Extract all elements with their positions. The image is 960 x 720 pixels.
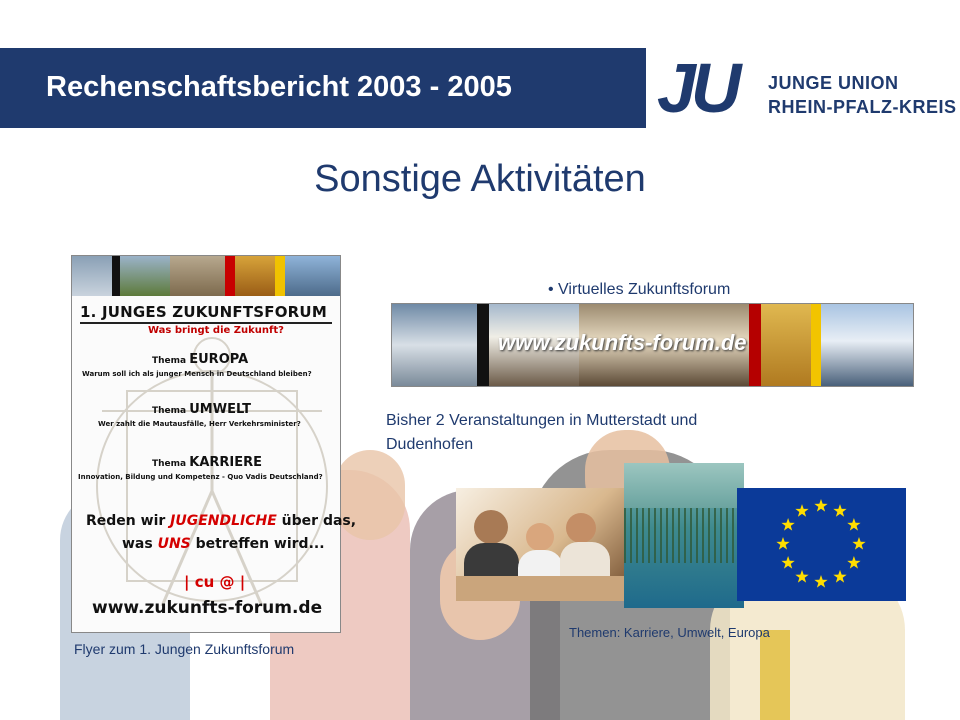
flyer-theme-karriere-question: Innovation, Bildung und Kompetenz - Quo Vadis Deutschland? [78,473,323,481]
europe-flag [737,488,906,601]
flyer-theme-umwelt-question: Wer zahlt die Mautausfälle, Herr Verkehrsminister? [98,420,301,428]
star-icon [814,575,827,588]
star-icon [795,504,808,517]
environment-lake-photo [624,463,744,608]
flyer-theme-karriere: Thema KARRIERE [152,455,263,470]
star-icon [852,537,865,550]
slide-title: Sonstige Aktivitäten [314,158,646,200]
header-title: Rechenschaftsbericht 2003 - 2005 [46,71,512,103]
virtual-forum-bullet: • Virtuelles Zukunftsforum [548,281,731,298]
eu-flag-icon [737,488,906,601]
themes-caption: Themen: Karriere, Umwelt, Europa [569,625,770,640]
flyer-theme-europa: Thema EUROPA [152,352,249,367]
star-icon [833,504,846,517]
flyer-url: www.zukunfts-forum.de [92,598,323,618]
flyer-subheading: Was bringt die Zukunft? [148,325,284,336]
flyer-call-line2: was UNS betreffen wird... [122,536,325,552]
flyer-call-line1: Reden wir JUGENDLICHE über das, [86,513,357,529]
flyer-photo-banner [72,256,340,296]
logo-text-line1: JUNGE UNION [768,73,899,93]
star-icon [781,556,794,569]
ju-logo: JU [657,49,737,127]
star-icon [776,537,789,550]
flyer-caption: Flyer zum 1. Jungen Zukunftsforum [74,641,295,657]
events-text: Bisher 2 Veranstaltungen in Mutterstadt und Dudenhofen [386,412,698,453]
star-icon [814,499,827,512]
star-icon [781,518,794,531]
star-icon [833,570,846,583]
flyer-divider [80,322,332,324]
star-icon [795,570,808,583]
flyer-heading: 1. JUNGES ZUKUNFTSFORUM [80,303,327,321]
logo-text-line2: RHEIN-PFALZ-KREIS [768,97,957,117]
career-meeting-photo [456,488,628,601]
star-icon [847,518,860,531]
flyer-image [71,255,357,633]
star-icon [847,556,860,569]
flyer-email-tag: | cu @ | [184,573,246,591]
flyer-theme-europa-question: Warum soll ich als junger Mensch in Deutschland bleiben? [82,370,312,378]
banner-url-text: www.zukunfts-forum.de [498,330,747,355]
flyer-theme-umwelt: Thema UMWELT [152,402,251,417]
